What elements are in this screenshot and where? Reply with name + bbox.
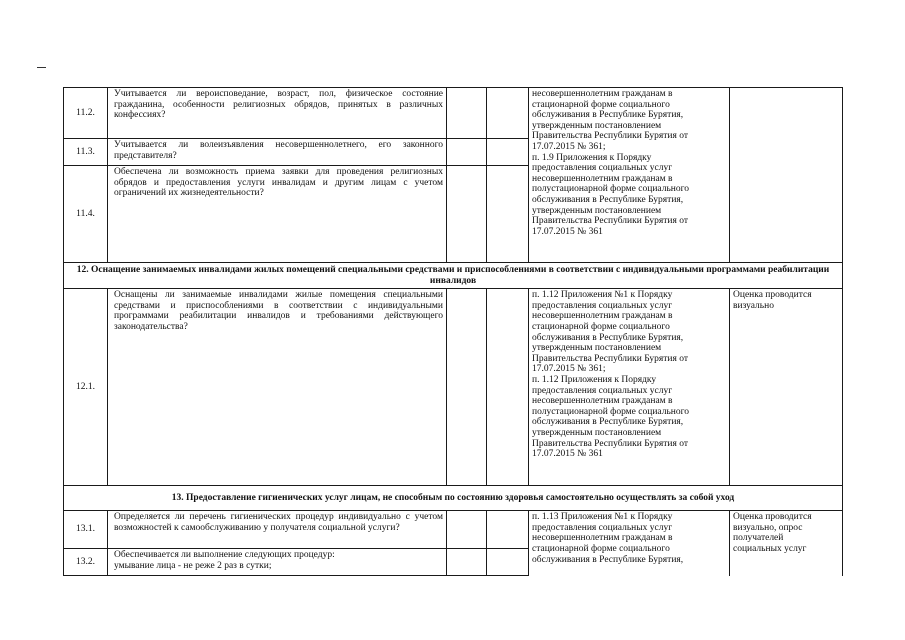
question-text: Определяется ли перечень гигиенических процедур индивидуально с учетом возможностей к самообслуживанию у получателя социальной услуги? (108, 511, 447, 549)
law-line: утвержденным постановлением (532, 427, 662, 438)
assessment-note (730, 289, 843, 486)
row-number: 12.1. (64, 289, 108, 486)
question-text: Учитывается ли волеизъявления несовершеннолетнего, его законного представителя? (108, 139, 447, 166)
question-line: умывание лица - не реже 2 раз в сутки; (114, 560, 272, 571)
section-header-row (64, 263, 843, 289)
law-line: Правительства Республики Бурятия от (532, 131, 689, 142)
question-text: Учитывается ли вероисповедание, возраст, пол, физическое состояние гражданина, особенности религиозных обрядов, принятых в различных конфессиях? (108, 88, 447, 139)
law-line: полустационарной форме социального (532, 406, 690, 417)
table-row (64, 88, 843, 139)
row-number: 11.2. (64, 88, 108, 139)
answer-yes-cell[interactable] (447, 139, 487, 166)
row-number: 11.3. (64, 139, 108, 166)
law-line: п. 1.9 Приложения к Порядку (532, 152, 652, 163)
answer-yes-cell[interactable] (447, 289, 487, 486)
section-title: 13. Предоставление гигиенических услуг лицам, не способным по состоянию здоровья самостоятельно осуществлять за собой уход (64, 486, 843, 511)
question-line: Обеспечивается ли выполнение следующих процедур: (114, 550, 335, 561)
law-line: утвержденным постановлением (532, 205, 662, 216)
law-line: предоставления социальных услуг (532, 385, 673, 396)
answer-no-cell[interactable] (487, 549, 529, 576)
law-line: предоставления социальных услуг (532, 522, 673, 533)
section-title: 12. Оснащение занимаемых инвалидами жилых помещений специальными средствами и приспособлениями в соответствии с индивидуальными программами реабилитации инвалидов (64, 263, 843, 289)
checklist-table (63, 87, 843, 576)
law-line: несовершеннолетним гражданам в (532, 173, 673, 184)
law-line: обслуживания в Республике Бурятия, (532, 332, 684, 343)
law-line: п. 1.13 Приложения №1 к Порядку (532, 512, 673, 523)
law-line: 17.07.2015 № 361; (532, 141, 606, 152)
legal-basis (529, 511, 730, 576)
law-line: несовершеннолетним гражданам в (532, 533, 673, 544)
law-line: 17.07.2015 № 361 (532, 449, 603, 460)
law-line: стационарной форме социального (532, 321, 670, 332)
law-line: обслуживания в Республике Бурятия, (532, 194, 684, 205)
answer-yes-cell[interactable] (447, 166, 487, 263)
answer-yes-cell[interactable] (447, 511, 487, 549)
note-line: визуально (733, 300, 774, 311)
row-number: 11.4. (64, 166, 108, 263)
section-header-row (64, 486, 843, 511)
note-line: визуально, опрос (733, 522, 803, 533)
law-line: предоставления социальных услуг (532, 163, 673, 174)
margin-mark (37, 67, 46, 68)
legal-basis (529, 88, 730, 263)
note-line: социальных услуг (733, 543, 807, 554)
answer-no-cell[interactable] (487, 88, 529, 139)
law-line: предоставления социальных услуг (532, 300, 673, 311)
note-line: Оценка проводится (733, 290, 812, 301)
law-line: стационарной форме социального (532, 99, 670, 110)
question-text: Обеспечена ли возможность приема заявки для проведения религиозных обрядов и предоставления услуги инвалидам и другим лицам с учетом ограничений их жизнедеятельности? (108, 166, 447, 263)
law-line: несовершеннолетним гражданам в (532, 311, 673, 322)
law-line: п. 1.12 Приложения №1 к Порядку (532, 290, 673, 301)
law-line: утвержденным постановлением (532, 120, 662, 131)
row-number: 13.2. (64, 549, 108, 576)
law-line: 17.07.2015 № 361; (532, 364, 606, 375)
answer-no-cell[interactable] (487, 166, 529, 263)
answer-yes-cell[interactable] (447, 88, 487, 139)
note-cell (730, 88, 843, 263)
law-line: Правительства Республики Бурятия от (532, 353, 689, 364)
answer-no-cell[interactable] (487, 511, 529, 549)
law-line: Правительства Республики Бурятия от (532, 438, 689, 449)
law-line: обслуживания в Республике Бурятия, (532, 417, 684, 428)
law-line: обслуживания в Республике Бурятия, (532, 110, 684, 121)
table-row (64, 289, 843, 486)
answer-no-cell[interactable] (487, 289, 529, 486)
law-line: утвержденным постановлением (532, 343, 662, 354)
question-text: Оснащены ли занимаемые инвалидами жилые помещения специальными средствами и приспособлениями в соответствии с индивидуальными программами реабилитации инвалидов и требованиями действующего законодательства? (108, 289, 447, 486)
law-line: несовершеннолетним гражданам в (532, 396, 673, 407)
legal-basis (529, 289, 730, 486)
law-line: несовершеннолетним гражданам в (532, 89, 673, 99)
assessment-note (730, 511, 843, 576)
note-line: получателей (733, 533, 784, 544)
law-line: обслуживания в Республике Бурятия, (532, 554, 684, 565)
row-number: 13.1. (64, 511, 108, 549)
answer-no-cell[interactable] (487, 139, 529, 166)
law-line: Правительства Республики Бурятия от (532, 216, 689, 227)
law-line: полустационарной форме социального (532, 184, 690, 195)
law-line: 17.07.2015 № 361 (532, 226, 603, 237)
note-line: Оценка проводится (733, 512, 812, 523)
law-line: стационарной форме социального (532, 543, 670, 554)
table-row (64, 511, 843, 549)
question-text (108, 549, 447, 576)
answer-yes-cell[interactable] (447, 549, 487, 576)
law-line: п. 1.12 Приложения к Порядку (532, 374, 657, 385)
